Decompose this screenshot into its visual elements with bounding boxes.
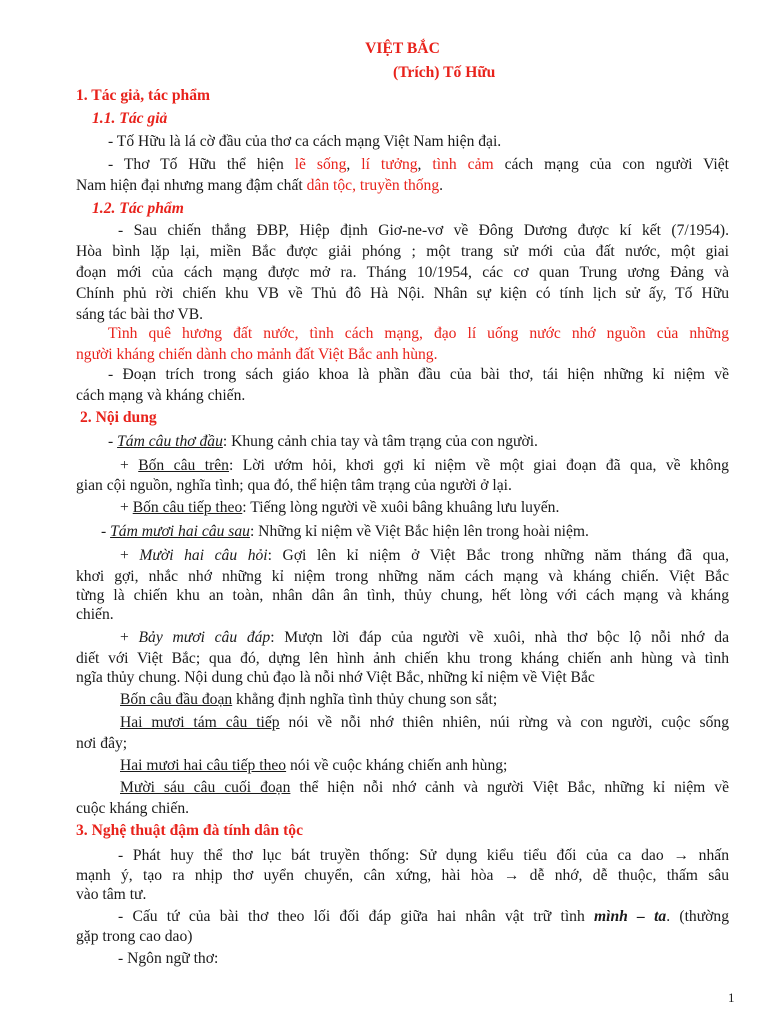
list-item: - Tám mươi hai câu sau: Những kỉ niệm về Việt Bắc hiện lên trong hoài niệm. — [101, 523, 589, 540]
paragraph: - Thơ Tố Hữu thể hiện lẽ sống, lí tưởng, tình cảm cách mạng của con người Việt — [108, 156, 730, 173]
paragraph: mạnh ý, tạo ra nhịp thơ uyển chuyển, cân xứng, hài hòa → dễ nhớ, dễ thuộc, thấm sâu — [76, 867, 729, 884]
section-3-heading: 3. Nghệ thuật đậm đà tính dân tộc — [76, 822, 304, 839]
paragraph: gặp trong cao dao) — [76, 928, 193, 945]
section-1-heading: 1. Tác giả, tác phẩm — [76, 87, 210, 104]
list-item: cuộc kháng chiến. — [76, 800, 190, 817]
paragraph: Hòa bình lặp lại, miền Bắc được giải phóng ; một trang sử mới của đất nước, một giai — [76, 243, 729, 260]
section-1-2-heading: 1.2. Tác phẩm — [92, 200, 184, 217]
paragraph: - Phát huy thể thơ lục bát truyền thống: Sử dụng kiểu tiểu đối của ca dao → nhấn — [118, 847, 729, 864]
paragraph: Nam hiện đại nhưng mang đậm chất dân tộc, truyền thống. — [76, 177, 444, 194]
list-item: + Bốn câu tiếp theo: Tiếng lòng người về xuôi bâng khuâng lưu luyến. — [120, 499, 560, 516]
highlighted-paragraph: người kháng chiến dành cho mảnh đất Việt Bắc anh hùng. — [76, 346, 438, 363]
list-item: Mười sáu câu cuối đoạn thể hiện nỗi nhớ cảnh và người Việt Bắc, những kỉ niệm về — [120, 779, 730, 796]
page-number: 1 — [728, 990, 735, 1005]
paragraph: sáng tác bài thơ VB. — [76, 306, 204, 323]
highlighted-paragraph: Tình quê hương đất nước, tình cách mạng, đạo lí uống nước nhớ nguồn của những — [108, 325, 729, 342]
section-1-1-heading: 1.1. Tác giả — [92, 110, 168, 127]
list-item: + Bốn câu trên: Lời ướm hỏi, khơi gợi kỉ niệm về một giai đoạn đã qua, về không — [120, 457, 729, 474]
paragraph: cách mạng và kháng chiến. — [76, 387, 246, 404]
list-item: diết với Việt Bắc; qua đó, dựng lên hình ảnh chiến khu trong kháng chiến anh hùng và tình — [76, 650, 729, 667]
document-title: VIỆT BẮC — [365, 40, 440, 57]
section-2-heading: 2. Nội dung — [80, 409, 157, 426]
paragraph: đoạn mới của cách mạng được mở ra. Tháng 10/1954, các cơ quan Trung ương Đảng và — [76, 264, 729, 281]
list-item: gian cội nguồn, nghĩa tình; qua đó, thể hiện tâm trạng của người ở lại. — [76, 477, 512, 494]
list-item: Hai mươi tám câu tiếp nói về nỗi nhớ thiên nhiên, núi rừng và con người, cuộc sống — [120, 714, 729, 731]
paragraph: - Ngôn ngữ thơ: — [118, 950, 219, 967]
list-item: - Tám câu thơ đầu: Khung cảnh chia tay và tâm trạng của con người. — [108, 433, 538, 450]
paragraph: - Đoạn trích trong sách giáo khoa là phần đầu của bài thơ, tái hiện những kỉ niệm về — [108, 366, 729, 383]
paragraph: vào tâm tư. — [76, 886, 147, 903]
paragraph: - Tố Hữu là lá cờ đầu của thơ ca cách mạng Việt Nam hiện đại. — [108, 133, 502, 150]
list-item: + Mười hai câu hỏi: Gợi lên kỉ niệm ở Việt Bắc trong những năm tháng đã qua, — [120, 547, 729, 564]
paragraph: - Sau chiến thắng ĐBP, Hiệp định Giơ-ne-vơ về Đông Dương được kí kết (7/1954). — [118, 222, 729, 239]
list-item: khơi gợi, nhắc nhớ những kỉ niệm trong những năm cách mạng và kháng chiến. Việt Bắc — [76, 568, 729, 585]
paragraph: Chính phủ rời chiến khu VB về Thủ đô Hà Nội. Nhân sự kiện có tính lịch sử ấy, Tố Hữu — [76, 285, 729, 302]
paragraph: - Cấu tứ của bài thơ theo lối đối đáp giữa hai nhân vật trữ tình mình – ta. (thường — [118, 908, 729, 925]
list-item: nơi đây; — [76, 735, 128, 752]
document-subtitle: (Trích) Tố Hữu — [393, 64, 496, 81]
list-item: Hai mươi hai câu tiếp theo nói về cuộc kháng chiến anh hùng; — [120, 757, 508, 774]
list-item: từng là chiến khu an toàn, nhân dân ân tình, thủy chung, hết lòng với cách mạng và kháng — [76, 587, 729, 604]
list-item: chiến. — [76, 606, 114, 623]
list-item: Bốn câu đầu đoạn khẳng định nghĩa tình thủy chung son sắt; — [120, 691, 498, 708]
list-item: + Bảy mươi câu đáp: Mượn lời đáp của người về xuôi, nhà thơ bộc lộ nỗi nhớ da — [120, 629, 729, 646]
list-item: ngĩa thủy chung. Nội dung chủ đạo là nỗi nhớ Việt Bắc, những kỉ niệm về Việt Bắc — [76, 669, 595, 686]
